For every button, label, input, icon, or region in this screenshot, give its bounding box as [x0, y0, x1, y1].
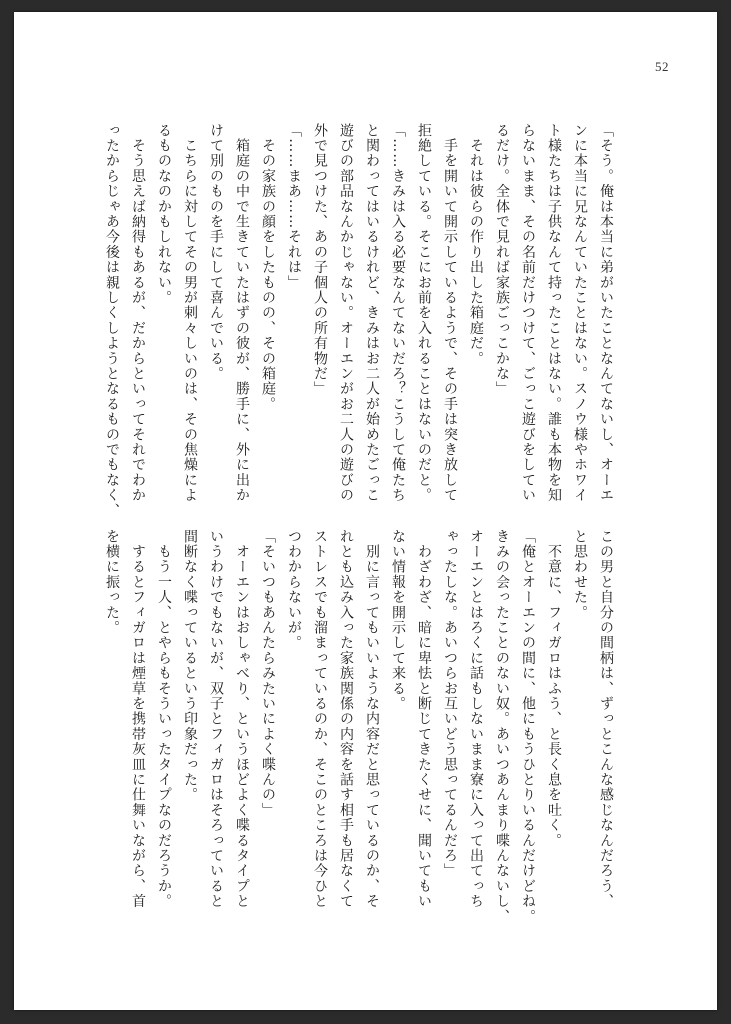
text-line: 間断なく喋っているという印象だった。 [182, 529, 198, 803]
text-line: いうわけでもないが、双子とフィガロはそろっていると [208, 529, 224, 909]
lower-text-column [104, 529, 619, 925]
text-line: るだけ。全体で見れば家族ごっこかな」 [494, 123, 510, 397]
text-line: けて別のものを手にして喜んでいる。 [208, 123, 224, 382]
text-line: らないまま、その名前だけつけて、ごっこ遊びをしてい [520, 123, 536, 503]
text-line: 「そう。俺は本当に弟がいたことなんてないし、オーエ [598, 123, 614, 503]
text-line: この男と自分の間柄は、ずっとこんな感じなんだろう、 [598, 529, 614, 909]
text-line: 別に言ってもいいような内容だと思っているのか、そ [364, 529, 380, 909]
text-line: ンに本当に兄なんていたことはない。スノウ様やホワイ [572, 123, 588, 503]
text-line: わざわざ、暗に卑怯と断じてきたくせに、聞いてもい [416, 529, 432, 909]
text-line: オーエンはおしゃべり、というほどよく喋るタイプと [234, 529, 250, 909]
text-line: 拒絶している。そこにお前を入れることはないのだと。 [416, 123, 432, 503]
text-line: ったからじゃあ今後は親しくしようとなるものでもなく、 [104, 123, 120, 519]
text-line: れとも込み入った家族関係の内容を話す相手も居なくて [338, 529, 354, 909]
text-line: 外で見つけた、あの子個人の所有物だ」 [312, 123, 328, 397]
text-line: ない情報を開示して来る。 [390, 529, 406, 712]
upper-text-column [104, 123, 619, 519]
text-line: そう思えば納得もあるが、だからといってそれでわか [130, 123, 146, 503]
text-line: を横に振った。 [104, 529, 120, 636]
text-line: 手を開いて開示しているようで、その手は突き放して [442, 123, 458, 503]
book-page [14, 12, 717, 1010]
text-line: 箱庭の中で生きていたはずの彼が、勝手に、外に出か [234, 123, 250, 503]
text-line: つわからないが。 [286, 529, 302, 651]
text-line: 「……まあ……それは」 [286, 123, 302, 291]
text-line: 「俺とオーエンの間に、他にもうひとりいるんだけどね。 [520, 529, 536, 925]
text-line: するとフィガロは煙草を携帯灰皿に仕舞いながら、首 [130, 529, 146, 909]
text-line: るものなのかもしれない。 [156, 123, 172, 306]
text-line: きみの会ったことのない奴。あいつあんまり喋んないし、 [494, 529, 510, 925]
text-line: オーエンとはろくに話もしないまま寮に入って出てっち [468, 529, 484, 909]
text-line: 「そいつもあんたらみたいによく喋んの」 [260, 529, 276, 818]
text-line: もう一人、とやらもそういったタイプなのだろうか。 [156, 529, 172, 909]
text-line: と関わってはいるけれど、きみはお二人が始めたごっこ [364, 123, 380, 503]
text-line: ト様たちは子供なんて持ったことはない。誰も本物を知 [546, 123, 562, 503]
text-line: こちらに対してその男が刺々しいのは、その焦燥によ [182, 123, 198, 503]
text-line: と思わせた。 [572, 529, 588, 621]
text-line: 不意に、フィガロはふう、と長く息を吐く。 [546, 529, 562, 849]
text-line: ストレスでも溜まっているのか、そこのところは今ひと [312, 529, 328, 909]
page-number: 52 [655, 59, 669, 74]
text-line: ゃったしな。あいつらお互いどう思ってるんだろ」 [442, 529, 458, 879]
text-line: 「……きみは入る必要なんてないだろ？こうして俺たち [390, 123, 406, 503]
text-line: それは彼らの作り出した箱庭だ。 [468, 123, 484, 367]
text-line: その家族の顔をしたものの、その箱庭。 [260, 123, 276, 412]
text-line: 遊びの部品なんかじゃない。オーエンがお二人の遊びの [338, 123, 354, 503]
